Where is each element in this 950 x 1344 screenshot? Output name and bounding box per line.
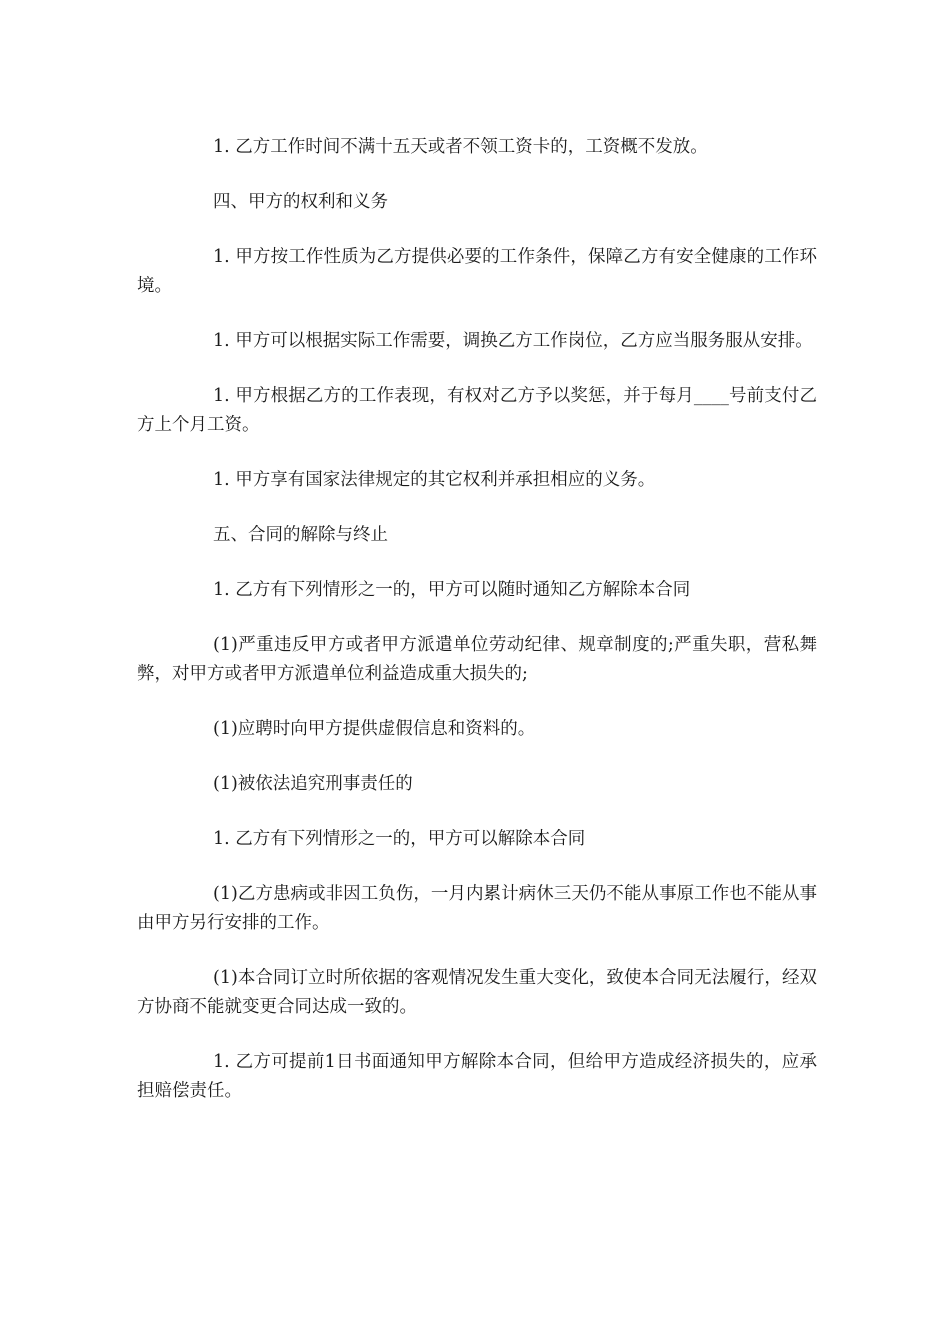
paragraph-wage-condition: 1. 乙方工作时间不满十五天或者不领工资卡的，工资概不发放。 (213, 137, 708, 157)
paragraph-immediate-termination: 1. 乙方有下列情形之一的，甲方可以随时通知乙方解除本合同 (213, 580, 691, 600)
paragraph-notice-termination: 1. 乙方可提前1日书面通知甲方解除本合同，但给甲方造成经济损失的，应承担赔偿责任。 (137, 1052, 817, 1101)
paragraph-serious-violation: (1)严重违反甲方或者甲方派遣单位劳动纪律、规章制度的;严重失职，营私舞弊，对甲方或者甲方派遣单位利益造成重大损失的; (137, 635, 817, 684)
section-heading-party-a-rights: 四、甲方的权利和义务 (213, 192, 388, 212)
paragraph-work-conditions: 1. 甲方按工作性质为乙方提供必要的工作条件，保障乙方有安全健康的工作环境。 (137, 247, 817, 296)
paragraph-criminal-liability: (1)被依法追究刑事责任的 (213, 774, 413, 794)
paragraph-rewards-payment: 1. 甲方根据乙方的工作表现，有权对乙方予以奖惩，并于每月____号前支付乙方上个月工资。 (137, 386, 817, 435)
document-body (137, 133, 817, 1132)
paragraph-other-rights: 1. 甲方享有国家法律规定的其它权利并承担相应的义务。 (213, 470, 656, 490)
paragraph-termination-cases: 1. 乙方有下列情形之一的，甲方可以解除本合同 (213, 829, 586, 849)
paragraph-changed-circumstances: (1)本合同订立时所依据的客观情况发生重大变化，致使本合同无法履行，经双方协商不能就变更合同达成一致的。 (137, 968, 817, 1017)
paragraph-illness-injury: (1)乙方患病或非因工负伤，一月内累计病休三天仍不能从事原工作也不能从事由甲方另行安排的工作。 (137, 884, 817, 933)
paragraph-job-reassignment: 1. 甲方可以根据实际工作需要，调换乙方工作岗位，乙方应当服务服从安排。 (213, 331, 813, 351)
paragraph-false-information: (1)应聘时向甲方提供虚假信息和资料的。 (213, 719, 536, 739)
section-heading-termination: 五、合同的解除与终止 (213, 525, 388, 545)
